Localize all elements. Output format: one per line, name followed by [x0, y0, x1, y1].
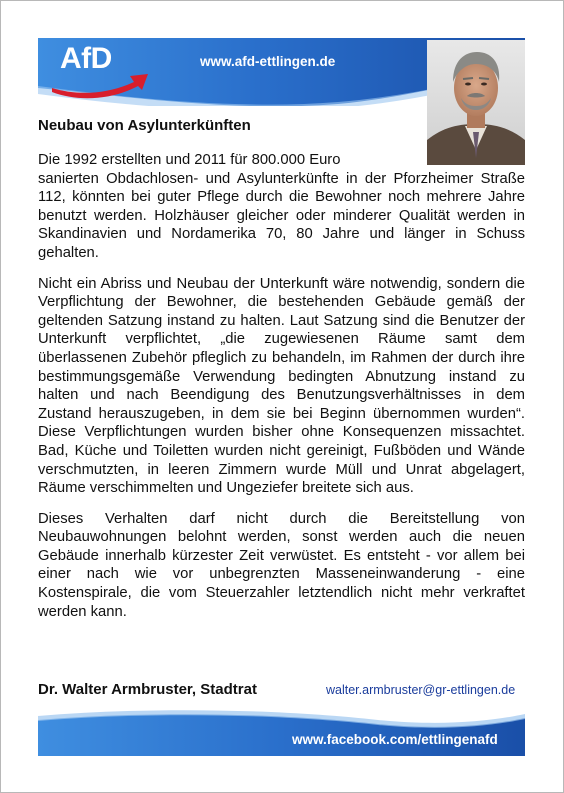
article-body	[38, 151, 525, 633]
author-email[interactable]: walter.armbruster@gr-ettlingen.de	[326, 683, 516, 697]
footer-facebook-url[interactable]: www.facebook.com/ettlingenafd	[292, 732, 498, 747]
portrait-photo	[427, 40, 525, 165]
paragraph-1-first-line: Die 1992 erstellten und 2011 für 800.000 Euro	[38, 152, 341, 168]
afd-logo: AfD	[60, 42, 112, 75]
header-website-url[interactable]: www.afd-ettlingen.de	[200, 54, 336, 69]
article-title: Neubau von Asylunterkünften	[38, 117, 251, 134]
author-signature: Dr. Walter Armbruster, Stadtrat	[38, 681, 257, 698]
paragraph-1	[38, 151, 525, 263]
paragraph-2: Nicht ein Abriss und Neubau der Unterkunft wäre notwendig, sondern die Verpflichtung der Bewohner, die bestehenden Gebäude gemäß der geltenden Satzung instand zu halten. Laut Satzung sind die Benutzer der Unterkunft verpflichtet, „die zugewiesenen Räume samt dem überlassenen Zubehör pfleglich zu behandeln, im Rahmen der durch ihre bestimmungsgemäße Verwendung bedingten Abnutzung instand zu halten und nach Beendigung des Benutzungsverhältnisses in dem Zustand herauszugeben, in dem sie bei Beginn übernommen wurden“. Diese Verpflichtungen wurden bisher ohne Konsequenzen missachtet. Bad, Küche und Toiletten wurden nicht gereinigt, Fußböden und Wände verschmutzten, in leeren Zimmern wurde Müll und Unrat abgelagert, Räume verschimmelten und Ungeziefer breitete sich aus.	[38, 275, 525, 497]
paragraph-3: Dieses Verhalten darf nicht durch die Bereitstellung von Neubauwohnungen belohnt werden, sonst werden auch die neuen Gebäude innerhalb kürzester Zeit verwüstet. Es entsteht - vor allem bei einer nach wie vor unbegrenzten Masseneinwanderung - eine Kostenspirale, die vom Steuerzahler letztendlich nicht mehr verkraftet werden kann.	[38, 510, 525, 620]
footer-banner	[38, 710, 525, 756]
paragraph-1-rest: sanierten Obdachlosen- und Asylunterkünfte in der Pforzheimer Straße 112, könnten bei guter Pflege durch die Bewohner noch mehrere Jahre benutzt werden. Holzhäuser gleicher oder minderer Qualität werden in Skandinavien und Nordamerika 70, 80 Jahre und länger in Schuss gehalten.	[38, 170, 525, 261]
